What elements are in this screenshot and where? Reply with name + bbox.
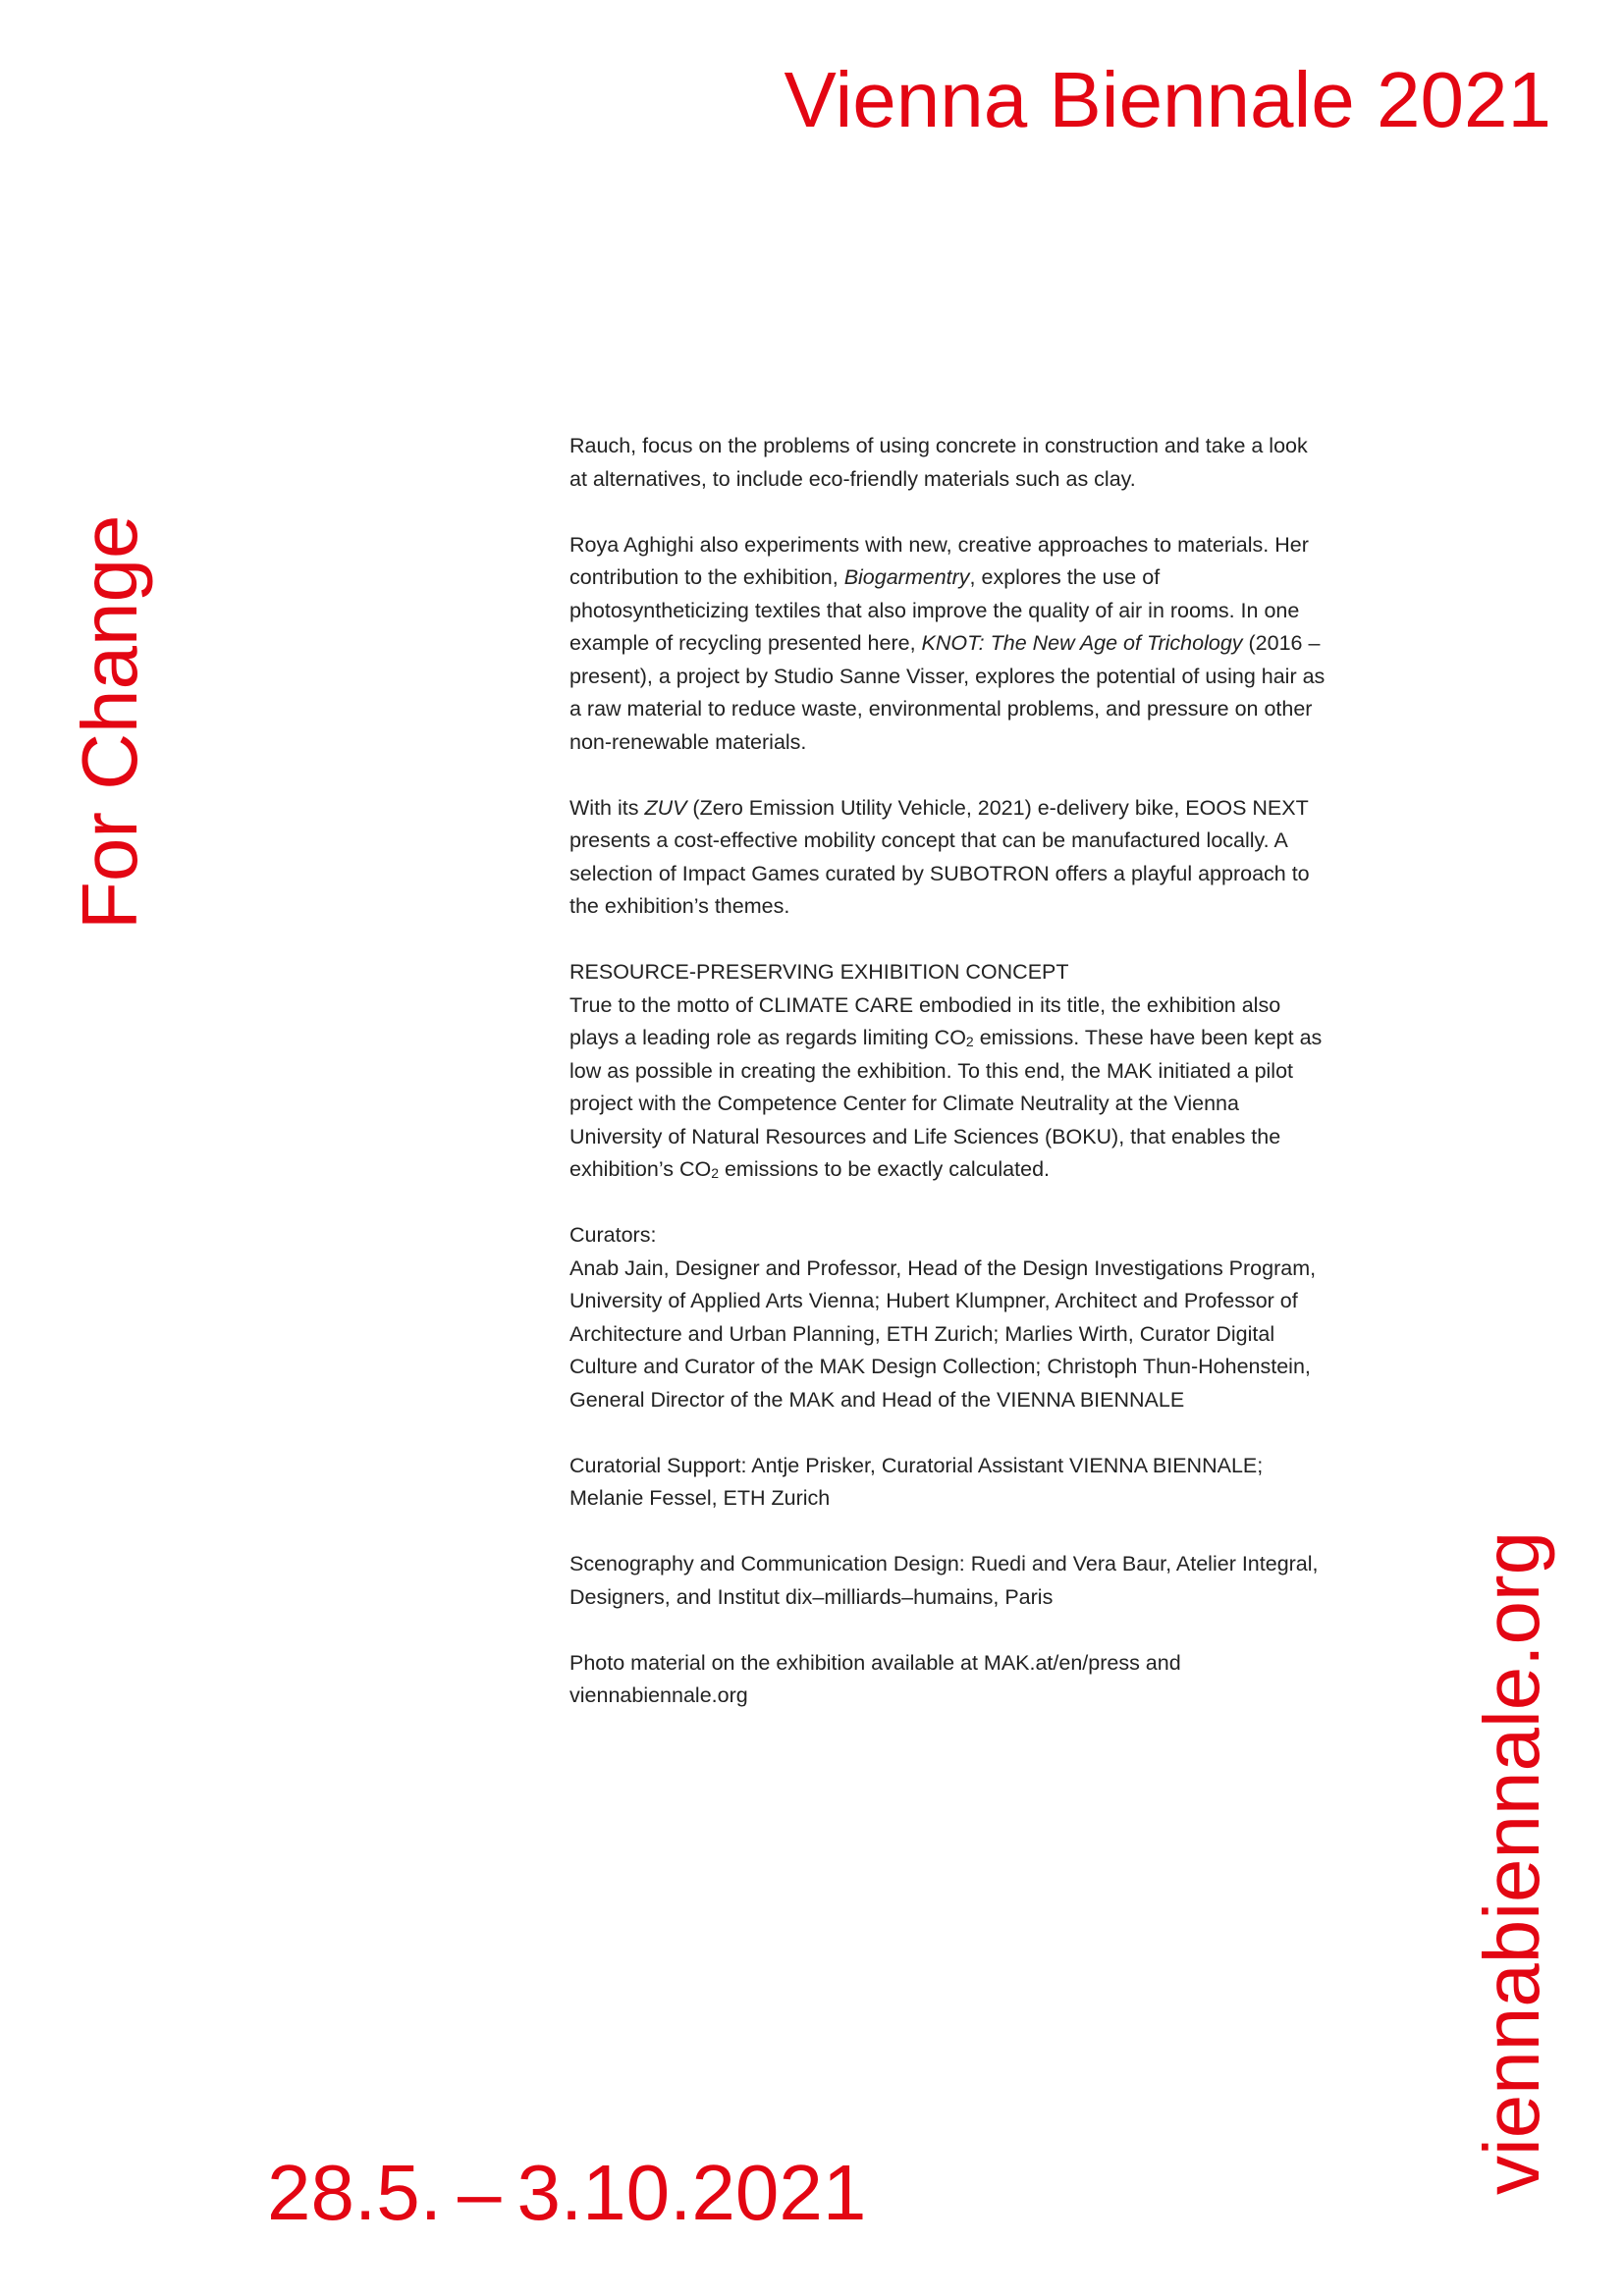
paragraph-materials [569,529,1326,760]
paragraph-intro: Rauch, focus on the problems of using concrete in construction and take a look at alternatives, to include eco-friendly materials such as clay. [569,434,1308,491]
page-title: Vienna Biennale 2021 [784,56,1551,143]
paragraph-curators: Anab Jain, Designer and Professor, Head of the Design Investigations Program, University of Applied Arts Vienna; Hubert Klumpner, Architect and Professor of Architecture and Urban Planning, ETH Zurich; Marlies Wirth, Curator Digital Culture and Curator of the MAK Design Collection; Christoph Thun-Hohenstein, General Director of the MAK and Head of the VIENNA BIENNALE [569,1255,1317,1412]
press-text [569,430,1326,1745]
side-website: viennabiennale.org [1468,1530,1555,2195]
text-run: , explores the use of photosyntheticizing textiles that also improve the quality of air in rooms. In one example of recycling presented here, [569,565,1300,655]
paragraph-mobility [569,792,1326,924]
text-run: Roya Aghighi also experiments with new, creative approaches to materials. Her contribution to the exhibition, [569,532,1309,589]
paragraph-support: Curatorial Support: Antje Prisker, Curatorial Assistant VIENNA BIENNALE; Melanie Fessel, ETH Zurich [569,1453,1264,1510]
text-run: True to the motto of CLIMATE CARE embodied in its title, the exhibition also plays a leading role as regards limiting CO [569,992,1281,1049]
section-heading: RESOURCE-PRESERVING EXHIBITION CONCEPT [569,960,1069,984]
paragraph-concept [569,989,1326,1187]
work-title: Biogarmentry [843,565,970,589]
work-title: KNOT: The New Age of Trichology [921,631,1243,655]
paragraph-photo: Photo material on the exhibition available at MAK.at/en/press and viennabiennale.org [569,1650,1181,1707]
text-run: (2016 – present), a project by Studio Sanne Visser, explores the potential of using hair as a raw material to reduce waste, environmental problems, and pressure on other non-renewable materials. [569,631,1326,754]
text-run: emissions. These have been kept as low as possible in creating the exhibition. To this end, the MAK initiated a pilot project with the Competence Center for Climate Neutrality at the Vienna University of Natural Resources and Life Sciences (BOKU), that enables the exhibition’s CO [569,1026,1323,1181]
work-title: ZUV [644,795,687,820]
exhibition-dates: 28.5. – 3.10.2021 [267,2149,867,2236]
text-run: With its [569,795,645,820]
side-tagline: For Change [66,514,153,930]
paragraph-scenography: Scenography and Communication Design: Ruedi and Vera Baur, Atelier Integral, Designers, and Institut dix–milliards–humains, Paris [569,1552,1319,1609]
text-run: (Zero Emission Utility Vehicle, 2021) e-delivery bike, EOOS NEXT presents a cost-effective mobility concept that can be manufactured locally. A selection of Impact Games curated by SUBOTRON offers a playful approach to the exhibition’s themes. [569,795,1310,918]
curators-label: Curators: [569,1223,657,1247]
text-run: emissions to be exactly calculated. [719,1157,1050,1181]
subscript: 2 [711,1165,719,1181]
subscript: 2 [965,1034,974,1049]
